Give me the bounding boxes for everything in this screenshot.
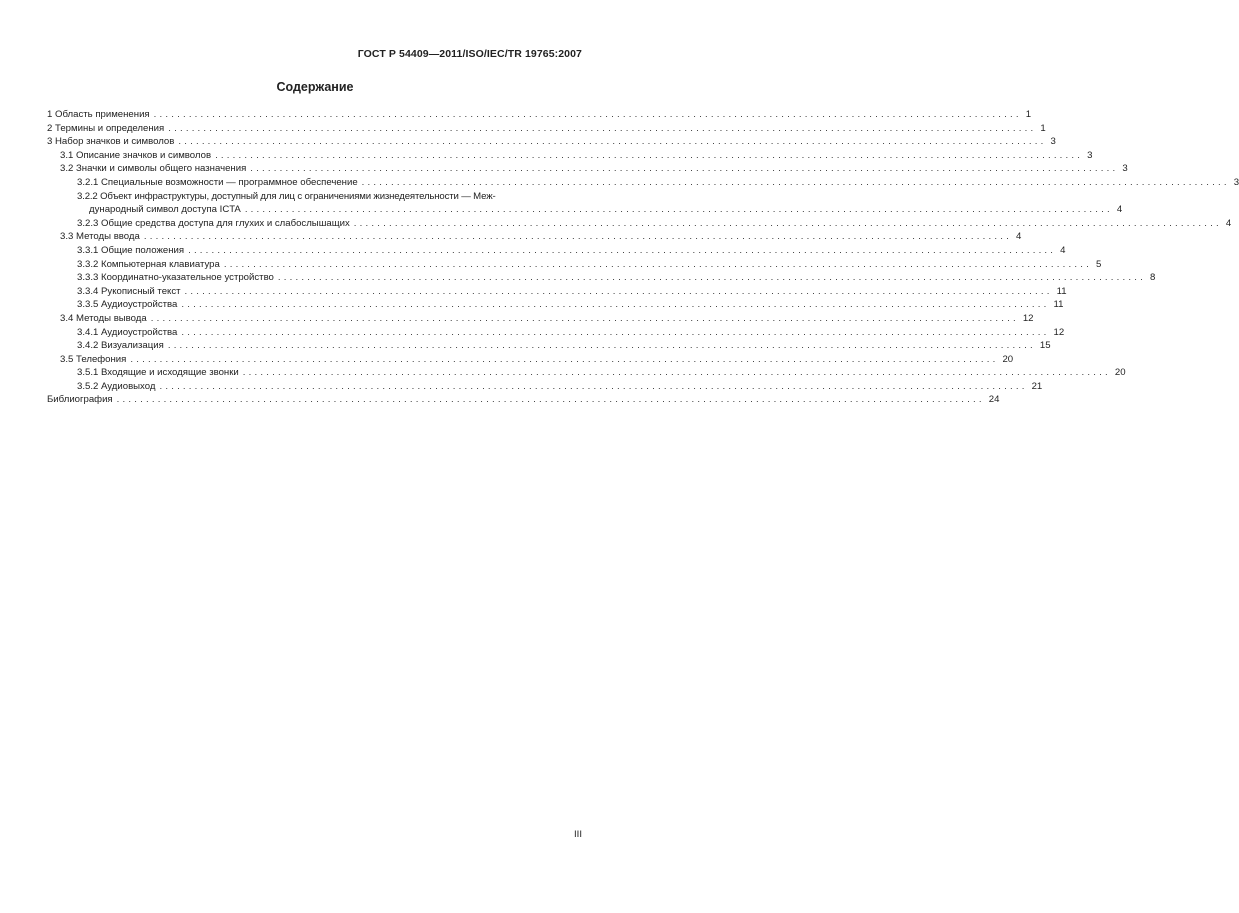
toc-entry-page: 3 <box>1050 136 1056 148</box>
toc-entry-page: 4 <box>1225 217 1232 229</box>
toc-leader: .................................................................................................................................................... <box>223 258 1092 270</box>
toc-leader: .................................................................................................................................................... <box>242 367 1111 379</box>
toc-entry-page: 11 <box>1053 299 1064 311</box>
toc-entry-page: 12 <box>1022 312 1034 324</box>
toc-entry[interactable] <box>47 312 1034 326</box>
toc-leader: .................................................................................................................................................... <box>150 312 1019 324</box>
toc-entry-label: 3.3.4 Рукописный текст <box>77 285 181 297</box>
toc-leader: .................................................................................................................................................... <box>361 176 1230 188</box>
toc-leader: .................................................................................................................................................... <box>130 353 999 365</box>
toc-leader: .................................................................................................................................................... <box>250 163 1119 175</box>
toc-entry[interactable] <box>47 298 1064 312</box>
toc-leader: .................................................................................................................................................... <box>215 149 1084 161</box>
toc-entry[interactable] <box>47 230 1022 244</box>
toc-entry-page: 15 <box>1039 340 1051 352</box>
toc-leader: .................................................................................................................................................... <box>167 340 1036 352</box>
toc-entry-page: 4 <box>1060 244 1066 256</box>
toc-entry-label: 3.5 Телефония <box>60 353 127 365</box>
toc-entry-label: 3.3.3 Координатно-указательное устройство <box>77 272 274 284</box>
toc-entry-label: 3.1 Описание значков и символов <box>60 149 212 161</box>
toc-entry-label: 3.2.1 Специальные возможности — программное обеспечение <box>77 176 358 188</box>
toc-entry-label: 2 Термины и определения <box>47 122 165 134</box>
toc-entry[interactable] <box>47 162 1128 176</box>
toc-entry-page: 4 <box>1015 231 1022 243</box>
toc-entry[interactable] <box>47 339 1051 353</box>
toc-entry-page: 20 <box>1114 367 1126 379</box>
toc-leader: .................................................................................................................................................... <box>184 285 1053 297</box>
toc-entry[interactable] <box>47 217 1232 231</box>
toc-entry-label: 3.5.1 Входящие и исходящие звонки <box>77 367 239 379</box>
toc-leader: .................................................................................................................................................... <box>178 136 1047 148</box>
toc-leader: .................................................................................................................................................... <box>188 244 1057 256</box>
toc-entry-label: 3.4.2 Визуализация <box>77 340 164 352</box>
toc-entry-label: 3 Набор значков и символов <box>47 136 175 148</box>
toc-entry[interactable] <box>47 108 1032 122</box>
toc-entry-label: 3.3.1 Общие положения <box>77 244 185 256</box>
toc-entry[interactable] <box>47 285 1067 299</box>
toc-entry-page: 4 <box>1116 204 1123 216</box>
toc-leader: .................................................................................................................................................... <box>116 394 985 406</box>
toc-entry[interactable] <box>47 380 1043 394</box>
toc-entry-label: 3.4.1 Аудиоустройства <box>77 326 178 338</box>
toc-entry[interactable] <box>47 190 1123 217</box>
toc-entry-label-line2: дународный символ доступа ICTA <box>89 204 241 216</box>
toc-entry[interactable] <box>47 326 1065 340</box>
toc-leader: .................................................................................................................................................... <box>244 204 1113 216</box>
page-title: Содержание <box>276 80 354 94</box>
toc-entry-label: 3.5.2 Аудиовыход <box>77 380 156 392</box>
toc-entry[interactable] <box>47 176 1239 190</box>
toc-entry-page: 24 <box>988 394 1000 406</box>
toc-entry[interactable] <box>47 353 1014 367</box>
toc-entry-label: Библиография <box>47 394 113 406</box>
toc-entry-page: 20 <box>1002 353 1014 365</box>
toc-entry-page: 12 <box>1053 326 1065 338</box>
toc-leader: .................................................................................................................................................... <box>143 231 1012 243</box>
toc-leader: .................................................................................................................................................... <box>277 272 1146 284</box>
page-number: III <box>574 829 582 840</box>
toc-entry-page: 11 <box>1056 285 1067 297</box>
toc-entry[interactable] <box>47 393 1000 407</box>
toc-entry-page: 3 <box>1087 149 1093 161</box>
toc-entry-page: 1 <box>1040 122 1046 134</box>
toc-leader: .................................................................................................................................................... <box>168 122 1037 134</box>
toc-leader: .................................................................................................................................................... <box>181 326 1050 338</box>
toc-leader: .................................................................................................................................................... <box>181 299 1050 311</box>
toc-entry[interactable] <box>47 244 1066 258</box>
toc-leader: .................................................................................................................................................... <box>153 109 1022 120</box>
toc-entry-page: 3 <box>1233 176 1239 188</box>
toc-entry-label: 3.2.3 Общие средства доступа для глухих и слабослышащих <box>77 217 350 229</box>
toc-entry-label: 3.3.2 Компьютерная клавиатура <box>77 258 220 270</box>
toc-entry[interactable] <box>47 271 1156 285</box>
toc-entry-label: 3.3 Методы ввода <box>60 231 140 243</box>
toc-entry[interactable] <box>47 258 1102 272</box>
toc-entry-label-line1: 3.2.2 Объект инфраструктуры, доступный для лиц с ограничениями жизнедеятельности — Меж- <box>77 190 496 202</box>
toc-entry-page: 5 <box>1095 258 1102 270</box>
toc-leader: .................................................................................................................................................... <box>159 380 1028 392</box>
toc-entry-label: 3.3.5 Аудиоустройства <box>77 299 178 311</box>
toc-leader: .................................................................................................................................................... <box>353 217 1222 229</box>
toc-entry-label: 3.4 Методы вывода <box>60 312 147 324</box>
toc-entry-page: 21 <box>1031 380 1043 392</box>
toc-entry[interactable] <box>47 122 1046 136</box>
toc-entry-page: 1 <box>1025 109 1032 120</box>
toc-entry[interactable] <box>47 135 1056 149</box>
toc-entry[interactable] <box>47 149 1093 163</box>
toc-entry-page: 3 <box>1122 163 1128 175</box>
toc-entry-page: 8 <box>1150 272 1156 284</box>
toc-entry-label: 1 Область применения <box>47 109 150 120</box>
document-header: ГОСТ Р 54409—2011/ISO/IEC/TR 19765:2007 <box>357 48 582 60</box>
table-of-contents <box>47 108 1239 407</box>
toc-entry[interactable] <box>47 366 1126 380</box>
toc-entry-label: 3.2 Значки и символы общего назначения <box>60 163 247 175</box>
